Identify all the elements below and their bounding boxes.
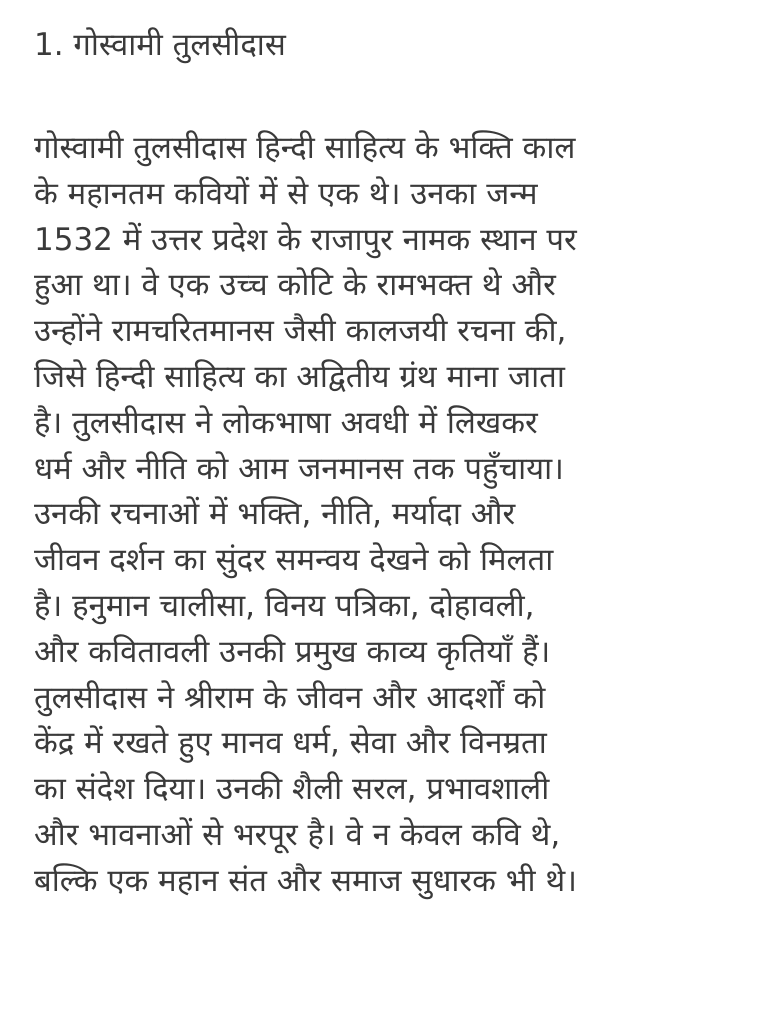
text-line: गोस्वामी तुलसीदास हिन्दी साहित्य के भक्ति काल <box>34 130 576 166</box>
text-line: तुलसीदास ने श्रीराम के जीवन और आदर्शों को <box>34 679 546 716</box>
document-body <box>34 126 744 905</box>
text-line: बल्कि एक महान संत और समाज सुधारक भी थे। <box>34 862 577 899</box>
text-line: है। तुलसीदास ने लोकभाषा अवधी में लिखकर <box>34 404 538 441</box>
document-heading: 1. गोस्वामी तुलसीदास <box>34 27 286 63</box>
text-line: है। हनुमान चालीसा, विनय पत्रिका, दोहावली, <box>34 587 535 624</box>
text-line: का संदेश दिया। उनकी शैली सरल, प्रभावशाली <box>34 771 550 808</box>
text-line: 1532 में उत्तर प्रदेश के राजापुर नामक स्थान पर <box>34 221 577 258</box>
text-line: धर्म और नीति को आम जनमानस तक पहुँचाया। <box>34 450 564 487</box>
text-line: जीवन दर्शन का सुंदर समन्वय देखने को मिलता <box>34 542 554 579</box>
text-line: उनकी रचनाओं में भक्ति, नीति, मर्यादा और <box>34 496 516 533</box>
text-line: के महानतम कवियों में से एक थे। उनका जन्म <box>34 175 538 212</box>
text-line: केंद्र में रखते हुए मानव धर्म, सेवा और विनम्रता <box>34 725 547 762</box>
text-line: उन्होंने रामचरितमानस जैसी कालजयी रचना की, <box>34 313 567 350</box>
text-line: हुआ था। वे एक उच्च कोटि के रामभक्त थे और <box>34 267 556 304</box>
text-line: जिसे हिन्दी साहित्य का अद्वितीय ग्रंथ माना जाता <box>34 358 565 395</box>
text-line: और भावनाओं से भरपूर है। वे न केवल कवि थे, <box>34 816 561 853</box>
text-line: और कवितावली उनकी प्रमुख काव्य कृतियाँ हैं। <box>34 633 551 670</box>
